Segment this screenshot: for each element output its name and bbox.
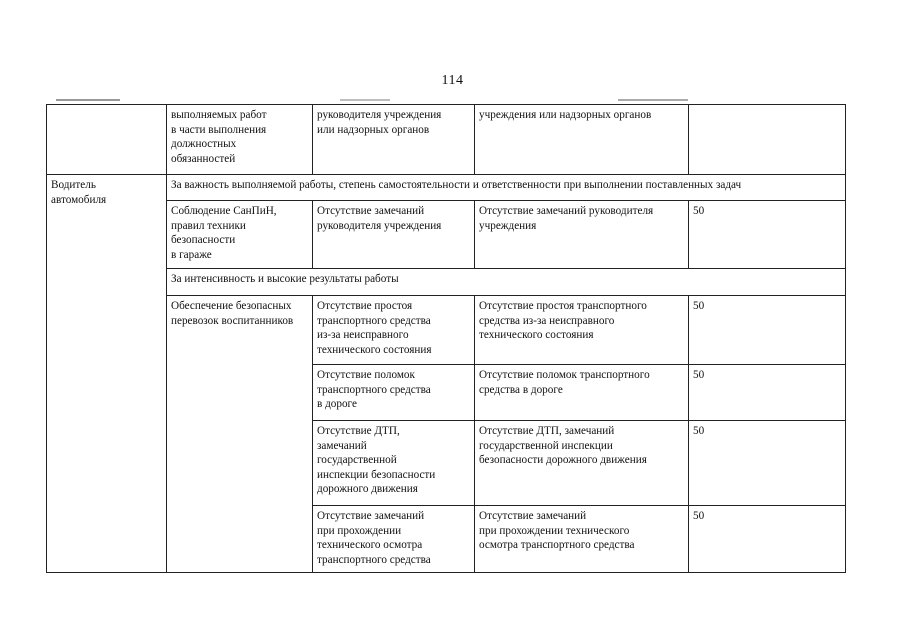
scan-artifact-middle [340, 99, 390, 101]
position-cell-empty [47, 105, 167, 175]
condition-cell [313, 201, 475, 269]
criterion-cell [167, 296, 313, 573]
points-cell [689, 365, 846, 421]
points-cell [689, 201, 846, 269]
indicator-text: учреждения или надзорных органов [479, 109, 652, 121]
section-importance-heading [167, 175, 846, 201]
points-text: 50 [693, 369, 705, 381]
points-text: 50 [693, 510, 705, 522]
table-row [47, 296, 846, 365]
indicator-cell [475, 105, 689, 175]
condition-cell [313, 365, 475, 421]
points-cell [689, 105, 846, 175]
criteria-table [46, 104, 846, 573]
condition-cell [313, 506, 475, 573]
page-number: 114 [441, 73, 464, 88]
condition-text: Отсутствие простоя транспортного средства из-за неисправного технического состояния [317, 300, 432, 356]
indicator-cell [475, 421, 689, 506]
continuation-row [47, 105, 846, 175]
points-text: 50 [693, 300, 705, 312]
table-row [47, 201, 846, 269]
indicator-cell [475, 506, 689, 573]
condition-text: руководителя учреждения или надзорных органов [317, 109, 442, 136]
condition-cell [313, 105, 475, 175]
position-cell [47, 175, 167, 573]
position-text: Водитель автомобиля [51, 179, 107, 206]
section-intensity-heading [167, 269, 846, 296]
points-text: 50 [693, 205, 705, 217]
points-text: 50 [693, 425, 705, 437]
criterion-text: Соблюдение СанПиН, правил техники безопасности в гараже [171, 205, 277, 261]
indicator-cell [475, 296, 689, 365]
condition-text: Отсутствие замечаний руководителя учреждения [317, 205, 442, 232]
indicator-cell [475, 365, 689, 421]
points-cell [689, 296, 846, 365]
section-importance-heading-row [47, 175, 846, 201]
scan-artifact-left [56, 99, 120, 101]
points-cell [689, 421, 846, 506]
criterion-cell [167, 105, 313, 175]
points-cell [689, 506, 846, 573]
indicator-text: Отсутствие замечаний руководителя учреждения [479, 205, 654, 232]
condition-text: Отсутствие ДТП, замечаний государственной инспекции безопасности дорожного движения [317, 425, 436, 496]
section-intensity-heading-row [47, 269, 846, 296]
indicator-cell [475, 201, 689, 269]
condition-text: Отсутствие замечаний при прохождении технического осмотра транспортного средства [317, 510, 431, 566]
indicator-text: Отсутствие простоя транспортного средства из-за неисправного технического состояния [479, 300, 647, 342]
indicator-text: Отсутствие замечаний при прохождении технического осмотра транспортного средства [479, 510, 635, 552]
scan-artifact-right [618, 99, 688, 101]
condition-text: Отсутствие поломок транспортного средства в дороге [317, 369, 431, 411]
criterion-cell [167, 201, 313, 269]
section-heading-text: За интенсивность и высокие результаты работы [171, 273, 399, 285]
indicator-text: Отсутствие поломок транспортного средства в дороге [479, 369, 650, 396]
section-heading-text: За важность выполняемой работы, степень самостоятельности и ответственности при выполнении поставленных задач [171, 179, 742, 191]
indicator-text: Отсутствие ДТП, замечаний государственной инспекции безопасности дорожного движения [479, 425, 647, 467]
criterion-text: выполняемых работ в части выполнения должностных обязанностей [171, 109, 267, 165]
criterion-text: Обеспечение безопасных перевозок воспитанников [171, 300, 294, 327]
condition-cell [313, 421, 475, 506]
condition-cell [313, 296, 475, 365]
